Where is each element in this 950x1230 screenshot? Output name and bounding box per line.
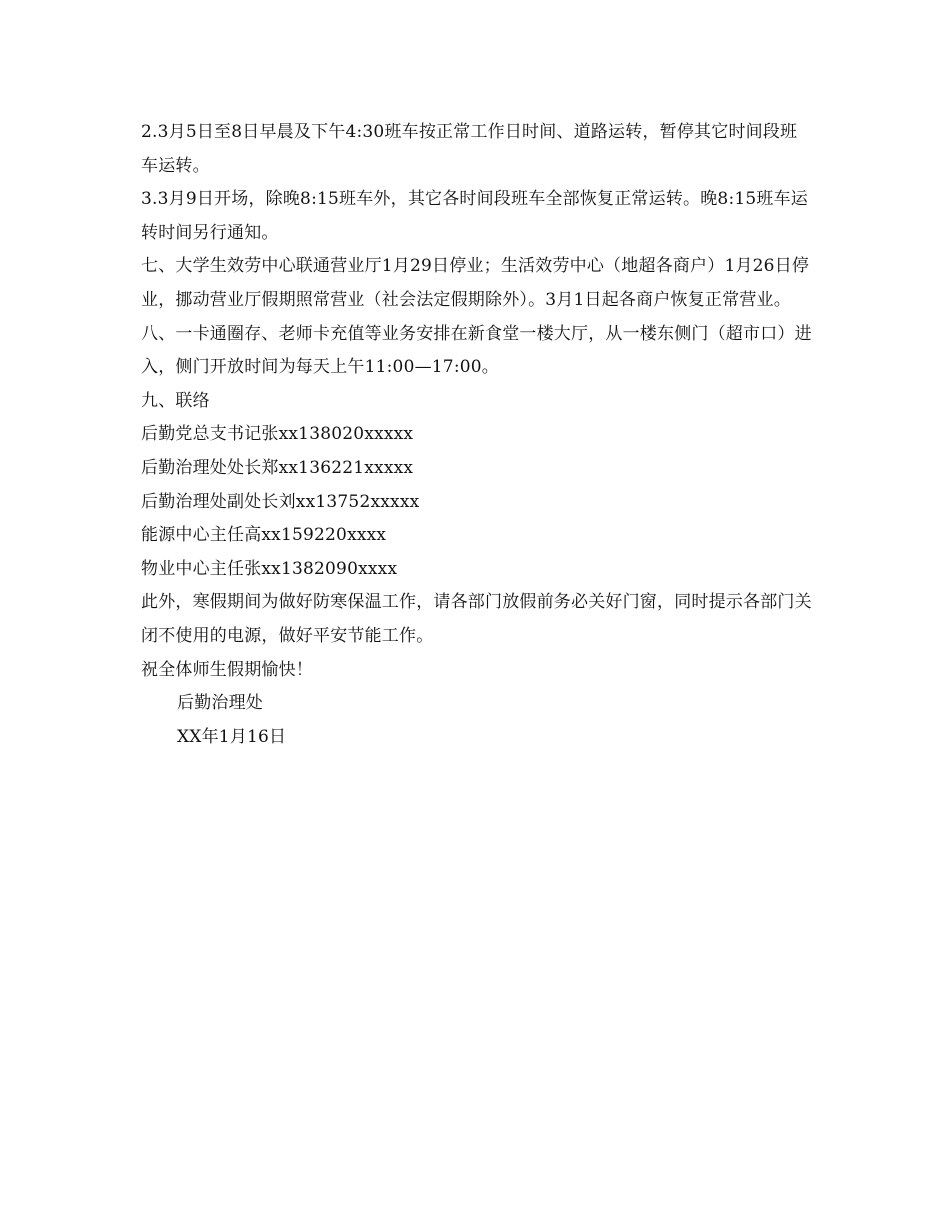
document-body xyxy=(141,116,813,754)
contact-line: 后勤治理处副处长刘xx13752xxxxx xyxy=(141,491,420,512)
paragraph-shuttle-march-9: 3.3月9日开场，除晚8:15班车外，其它各时间段班车全部恢复正常运转。晚8:15班车运转时间另行通知。 xyxy=(141,189,809,243)
signature-date: XX年1月16日 xyxy=(177,726,287,747)
contact-line: 物业中心主任张xx1382090xxxx xyxy=(141,558,398,579)
section-heading-contacts: 九、联络 xyxy=(141,390,210,411)
contact-line: 后勤治理处处长郑xx136221xxxxx xyxy=(141,457,414,478)
signature-office: 后勤治理处 xyxy=(177,693,263,714)
closing-greeting: 祝全体师生假期愉快！ xyxy=(141,659,313,680)
contact-line: 后勤党总支书记张xx138020xxxxx xyxy=(141,424,414,445)
paragraph-card-recharge: 八、一卡通圈存、老师卡充值等业务安排在新食堂一楼大厅，从一楼东侧门（超市口）进入，侧门开放时间为每天上午11:00—17:00。 xyxy=(141,323,812,378)
paragraph-shuttle-march-5-8: 2.3月5日至8日早晨及下午4:30班车按正常工作日时间、道路运转，暂停其它时间段班车运转。 xyxy=(141,122,798,176)
paragraph-service-center: 七、大学生效劳中心联通营业厅1月29日停业；生活效劳中心（地超各商户）1月26日停业，挪动营业厅假期照常营业（社会法定假期除外）。3月1日起各商户恢复正常营业。 xyxy=(141,256,810,310)
paragraph-energy-saving: 此外，寒假期间为做好防寒保温工作，请各部门放假前务必关好门窗，同时提示各部门关闭不使用的电源，做好平安节能工作。 xyxy=(141,592,812,646)
contact-line: 能源中心主任高xx159220xxxx xyxy=(141,525,387,546)
